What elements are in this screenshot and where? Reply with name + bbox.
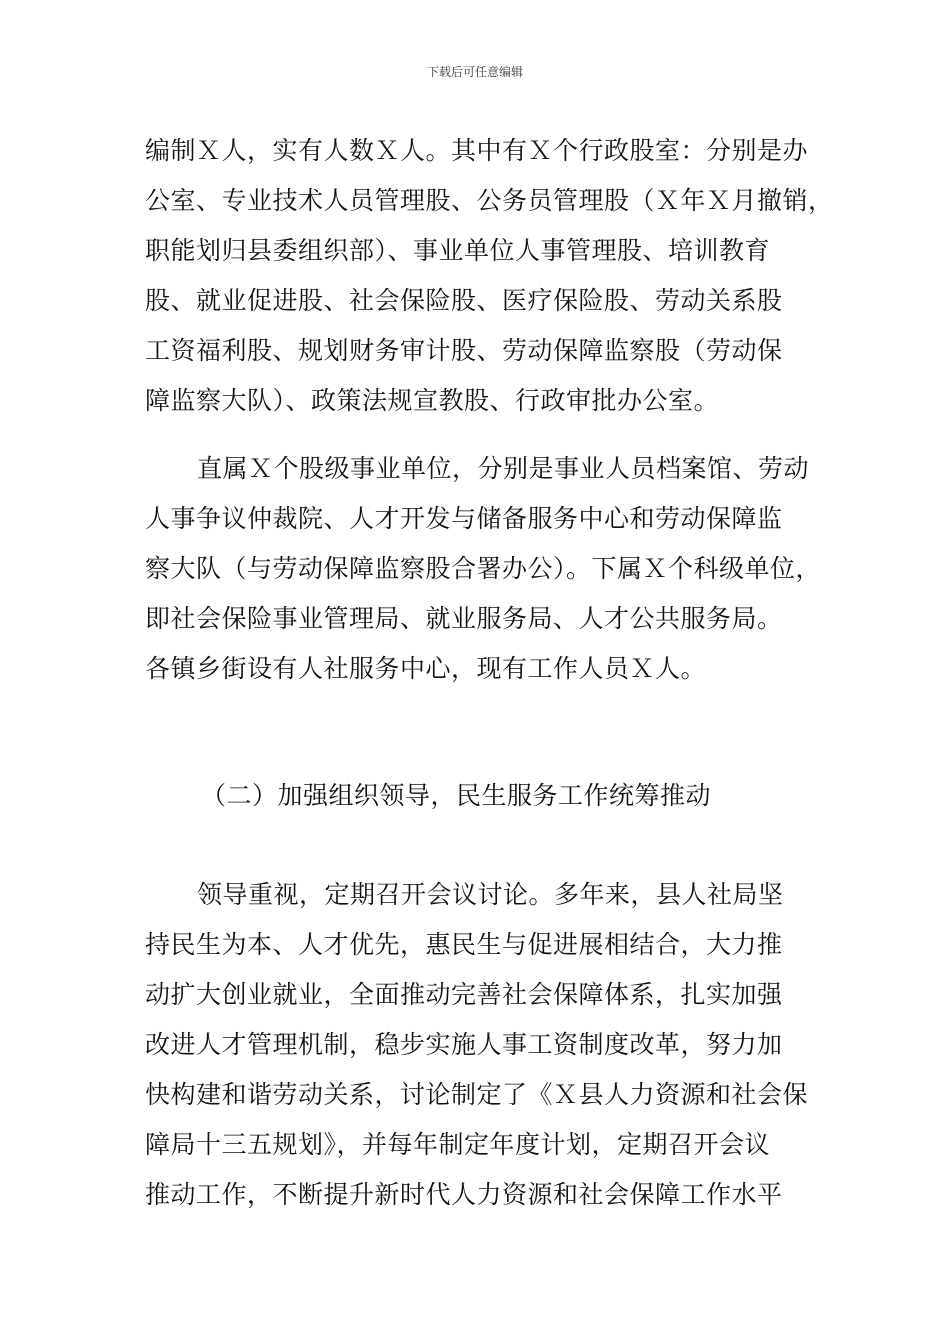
text-line: 编制Ｘ人，实有人数Ｘ人。其中有Ｘ个行政股室：分别是办 — [145, 136, 809, 165]
text-line: 公室、专业技术人员管理股、公务员管理股（Ｘ年Ｘ月撤销， — [145, 186, 834, 215]
text-line: 即社会保险事业管理局、就业服务局、人才公共服务局。 — [145, 604, 783, 633]
text-line: 动扩大创业就业，全面推动完善社会保障体系，扎实加强 — [145, 980, 783, 1009]
page-header: 下载后可任意编辑 — [426, 65, 523, 79]
section-heading — [145, 771, 815, 821]
text-line: 直属Ｘ个股级事业单位，分别是事业人员档案馆、劳动 — [197, 454, 810, 483]
text-line: 股、就业促进股、社会保险股、医疗保险股、劳动关系股 — [145, 286, 783, 315]
text-line: 人事争议仲裁院、人才开发与储备服务中心和劳动保障监 — [145, 504, 783, 533]
text-line: 改进人才管理机制，稳步实施人事工资制度改革，努力加 — [145, 1030, 783, 1059]
text-line: 障局十三五规划》，并每年制定年度计划，定期召开会议 — [145, 1130, 771, 1159]
text-line: 障监察大队）、政策法规宣教股、行政审批办公室。 — [145, 386, 720, 415]
paragraph-affiliated-units — [145, 444, 822, 694]
text-line: 各镇乡街设有人社服务中心，现有工作人员Ｘ人。 — [145, 654, 707, 683]
paragraph-leadership — [145, 870, 815, 1220]
text-line: 工资福利股、规划财务审计股、劳动保障监察股（劳动保 — [145, 336, 783, 365]
section-heading-text: （二）加强组织领导，民生服务工作统筹推动 — [201, 781, 712, 810]
paragraph-organization — [145, 126, 834, 426]
text-line: 领导重视，定期召开会议讨论。多年来，县人社局坚 — [197, 880, 784, 909]
text-line: 察大队（与劳动保障监察股合署办公）。下属Ｘ个科级单位， — [145, 554, 822, 583]
text-line: 快构建和谐劳动关系，讨论制定了《Ｘ县人力资源和社会保 — [145, 1080, 809, 1109]
text-line: 推动工作，不断提升新时代人力资源和社会保障工作水平 — [145, 1180, 783, 1209]
text-line: 职能划归县委组织部）、事业单位人事管理股、培训教育 — [145, 236, 771, 265]
text-line: 持民生为本、人才优先，惠民生与促进展相结合，大力推 — [145, 930, 783, 959]
